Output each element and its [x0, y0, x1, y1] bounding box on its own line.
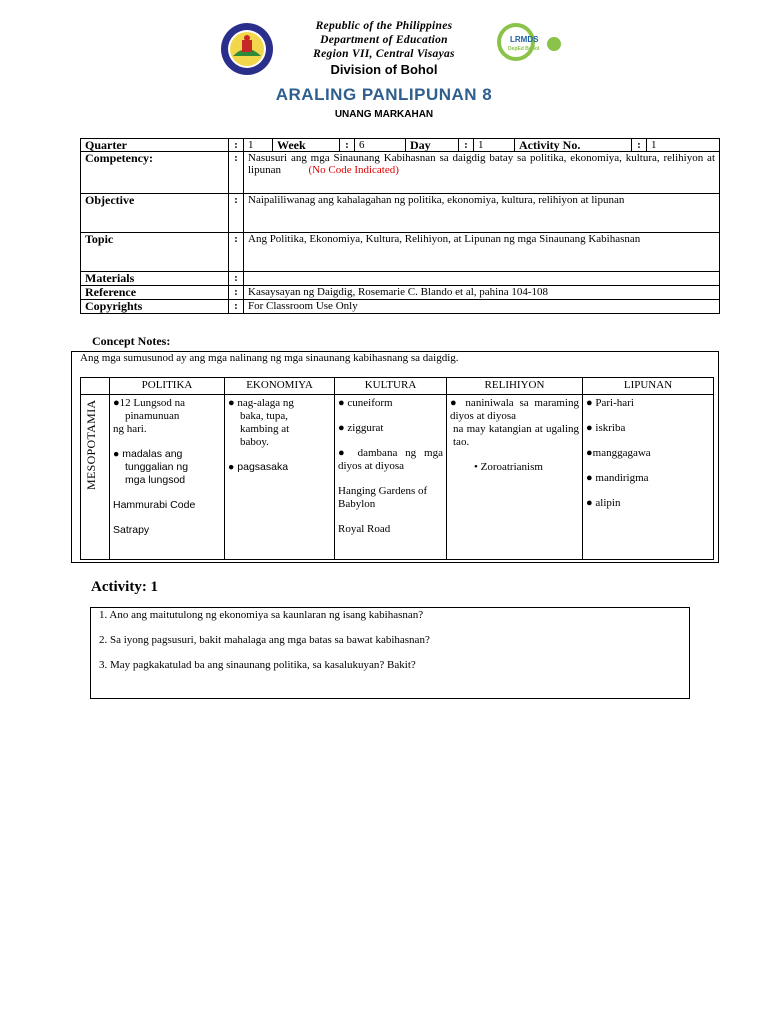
- politika-hammurabi: Hammurabi Code: [113, 499, 196, 511]
- concept-intro: Ang mga sumusunod ay ang mga nalinang ng mga sinaunang kabihasnang sa daigdig.: [80, 352, 459, 364]
- ekonomiya-line: kambing at: [240, 423, 290, 435]
- colon: :: [632, 139, 647, 152]
- cell-kultura: [335, 395, 447, 560]
- concept-table: [80, 377, 714, 560]
- row-label-cell: [81, 395, 110, 560]
- lrmds-logo: [496, 22, 566, 64]
- concept-notes-label: Concept Notes:: [92, 334, 171, 348]
- activity-title: Activity: 1: [91, 579, 159, 595]
- ekonomiya-line: ● nag-alaga ng: [228, 397, 294, 409]
- concept-notes-box: [71, 351, 719, 563]
- kultura-ziggurat: ● ziggurat: [338, 422, 384, 434]
- relihiyon-zoroatrianism: • Zoroatrianism: [474, 461, 543, 473]
- quarter-value: 1: [244, 139, 273, 152]
- competency-label: Competency:: [81, 152, 229, 194]
- lrmds-logo-text: LRMDS: [510, 35, 539, 44]
- competency-code-note: (No Code Indicated): [308, 164, 399, 176]
- colon: :: [229, 272, 244, 286]
- colon: :: [229, 300, 244, 314]
- info-row-reference: [81, 286, 720, 300]
- politika-line: ●12 Lungsod na: [113, 397, 186, 409]
- kultura-dambana: ● dambana ng mga diyos at diyosa: [338, 447, 443, 472]
- reference-value: Kasaysayan ng Daigdig, Rosemarie C. Blando et al, pahina 104-108: [244, 286, 720, 300]
- col-header-lipunan: LIPUNAN: [583, 378, 714, 395]
- lipunan-iskriba: ● iskriba: [586, 422, 626, 434]
- kultura-hanging-gardens: Hanging Gardens of Babylon: [338, 485, 428, 510]
- question-1: 1. Ano ang maitutulong ng ekonomiya sa kaunlaran ng isang kabihasnan?: [99, 609, 424, 621]
- col-header-ekonomiya: EKONOMIYA: [225, 378, 335, 395]
- politika-line: ● madalas ang: [113, 448, 183, 460]
- lipunan-manggagawa: ●manggagawa: [586, 447, 651, 459]
- colon: :: [459, 139, 474, 152]
- quarter-label: Quarter: [81, 139, 229, 152]
- politika-satrapy: Satrapy: [113, 524, 150, 536]
- info-row-objective: [81, 194, 720, 233]
- header-region: Region VII, Central Visayas: [313, 48, 455, 60]
- concept-header-row: [81, 378, 714, 395]
- lipunan-mandirigma: ● mandirigma: [586, 472, 649, 484]
- topic-value: Ang Politika, Ekonomiya, Kultura, Relihiyon, at Lipunan ng mga Sinaunang Kabihasnan: [244, 233, 720, 272]
- col-header-kultura: KULTURA: [335, 378, 447, 395]
- week-label: Week: [273, 139, 340, 152]
- corner-cell: [81, 378, 110, 395]
- info-row-competency: [81, 152, 720, 194]
- lipunan-alipin: ● alipin: [586, 497, 621, 509]
- competency-value: [244, 152, 720, 194]
- info-table: [80, 138, 720, 314]
- ekonomiya-pagsasaka: ● pagsasaka: [228, 461, 289, 473]
- info-row-topic: [81, 233, 720, 272]
- relihiyon-item-2: na may katangian at ugaling tao.: [453, 423, 579, 448]
- page-subtitle: UNANG MARKAHAN: [334, 109, 434, 120]
- materials-label: Materials: [81, 272, 229, 286]
- kultura-royal-road: Royal Road: [338, 523, 391, 535]
- cell-politika: [110, 395, 225, 560]
- politika-line: tunggalian ng: [125, 461, 189, 473]
- copyrights-value: For Classroom Use Only: [244, 300, 720, 314]
- reference-label: Reference: [81, 286, 229, 300]
- politika-line: ng hari.: [113, 423, 147, 435]
- objective-value: Naipaliliwanag ang kahalagahan ng politika, ekonomiya, kultura, relihiyon at lipunan: [244, 194, 720, 233]
- ekonomiya-line: baka, tupa,: [240, 410, 288, 422]
- col-header-relihiyon: RELIHIYON: [447, 378, 583, 395]
- header-division: Division of Bohol: [330, 62, 438, 77]
- cell-ekonomiya: [225, 395, 335, 560]
- colon: :: [229, 152, 244, 194]
- cell-relihiyon: [447, 395, 583, 560]
- relihiyon-item-1: ● naniniwala sa maraming diyos at diyosa: [450, 397, 579, 422]
- politika-line: pinamunuan: [125, 410, 180, 422]
- info-row-quarter: [81, 139, 720, 152]
- politika-item-2: [113, 448, 221, 537]
- concept-row-mesopotamia: [81, 395, 714, 560]
- info-row-copyrights: [81, 300, 720, 314]
- colon: :: [229, 286, 244, 300]
- lipunan-pari-hari: ● Pari-hari: [586, 397, 634, 409]
- day-label: Day: [406, 139, 459, 152]
- row-label-mesopotamia: MESOPOTAMIA: [84, 399, 98, 490]
- question-2: 2. Sa iyong pagsusuri, bakit mahalaga ang mga batas sa bawat kabihasnan?: [99, 634, 430, 646]
- kultura-cuneiform: ● cuneiform: [338, 397, 393, 409]
- activity-questions-box: [90, 607, 690, 699]
- politika-line: mga lungsod: [125, 474, 186, 486]
- col-header-politika: POLITIKA: [110, 378, 225, 395]
- header-department: Department of Education: [320, 34, 448, 46]
- colon: :: [340, 139, 355, 152]
- activity-value: 1: [647, 139, 720, 152]
- question-3: 3. May pagkakatulad ba ang sinaunang politika, sa kasalukuyan? Bakit?: [99, 659, 416, 671]
- materials-value: [244, 272, 720, 286]
- colon: :: [229, 139, 244, 152]
- copyrights-label: Copyrights: [81, 300, 229, 314]
- ekonomiya-line: baboy.: [240, 436, 269, 448]
- week-value: 6: [355, 139, 406, 152]
- lrmds-logo-subtext: DepEd Bohol: [508, 46, 540, 52]
- colon: :: [229, 194, 244, 233]
- info-row-materials: [81, 272, 720, 286]
- politika-item-1: [113, 397, 221, 436]
- topic-label: Topic: [81, 233, 229, 272]
- page-title: ARALING PANLIPUNAN 8: [275, 85, 493, 104]
- objective-label: Objective: [81, 194, 229, 233]
- day-value: 1: [474, 139, 515, 152]
- cell-lipunan: [583, 395, 714, 560]
- colon: :: [229, 233, 244, 272]
- competency-text: Nasusuri ang mga Sinaunang Kabihasnan sa daigdig batay sa politika, ekonomiya, kultura, relihiyon at lipunan: [248, 152, 715, 176]
- header-republic: Republic of the Philippines: [315, 20, 453, 32]
- activity-label: Activity No.: [515, 139, 632, 152]
